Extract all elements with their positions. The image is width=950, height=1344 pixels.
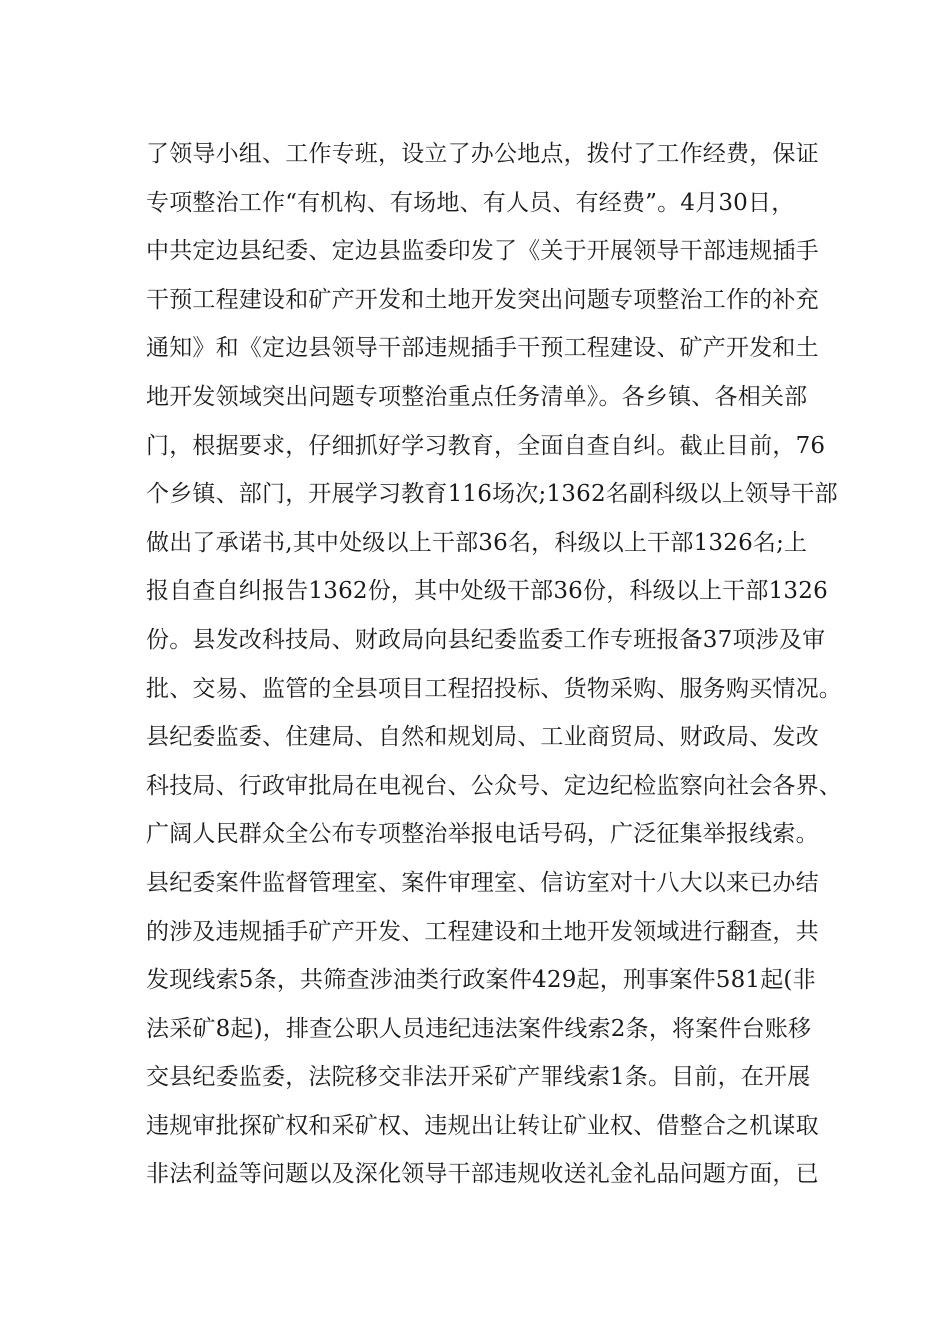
text-line: 批、交易、监管的全县项目工程招投标、货物采购、服务购买情况。 xyxy=(146,675,842,702)
text-line: 门，根据要求，仔细抓好学习教育，全面自查自纠。截止目前，76 xyxy=(146,432,826,459)
text-line: 县纪委案件监督管理室、案件审理室、信访室对十八大以来已办结 xyxy=(146,869,819,896)
text-line: 法采矿8起)，排查公职人员违纪违法案件线索2条，将案件台账移 xyxy=(146,1015,812,1042)
text-line: 通知》和《定边县领导干部违规插手干预工程建设、矿产开发和土 xyxy=(146,335,819,362)
text-line: 违规审批探矿权和采矿权、违规出让转让矿业权、借整合之机谋取 xyxy=(146,1112,819,1139)
text-line: 了领导小组、工作专班，设立了办公地点，拨付了工作经费，保证 xyxy=(146,141,819,167)
text-line: 专项整治工作“有机构、有场地、有人员、有经费”。4月30日， xyxy=(146,189,795,216)
text-line: 个乡镇、部门，开展学习教育116场次;1362名副科级以上领导干部 xyxy=(146,481,838,508)
text-line: 地开发领域突出问题专项整治重点任务清单》。各乡镇、各相关部 xyxy=(146,383,808,410)
text-line: 广阔人民群众全公布专项整治举报电话号码，广泛征集举报线索。 xyxy=(146,821,819,848)
text-line: 发现线索5条，共筛查涉油类行政案件429起，刑事案件581起(非 xyxy=(146,967,816,994)
text-line: 非法利益等问题以及深化领导干部违规收送礼金礼品问题方面，已 xyxy=(146,1161,819,1188)
text-line: 中共定边县纪委、定边县监委印发了《关于开展领导干部违规插手 xyxy=(146,238,819,265)
text-line: 份。县发改科技局、财政局向县纪委监委工作专班报备37项涉及审 xyxy=(146,626,826,653)
text-line: 交县纪委监委，法院移交非法开采矿产罪线索1条。目前，在开展 xyxy=(146,1064,811,1091)
text-line: 县纪委监委、住建局、自然和规划局、工业商贸局、财政局、发改 xyxy=(146,724,819,751)
text-line: 报自查自纠报告1362份，其中处级干部36份，科级以上干部1326 xyxy=(146,578,828,605)
text-line: 的涉及违规插手矿产开发、工程建设和土地开发领域进行翻查，共 xyxy=(146,918,819,945)
text-line: 干预工程建设和矿产开发和土地开发突出问题专项整治工作的补充 xyxy=(146,286,819,313)
text-line: 科技局、行政审批局在电视台、公众号、定边纪检监察向社会各界、 xyxy=(146,772,842,799)
body-text xyxy=(146,130,842,1199)
text-line: 做出了承诺书,其中处级以上干部36名，科级以上干部1326名;上 xyxy=(146,529,808,556)
